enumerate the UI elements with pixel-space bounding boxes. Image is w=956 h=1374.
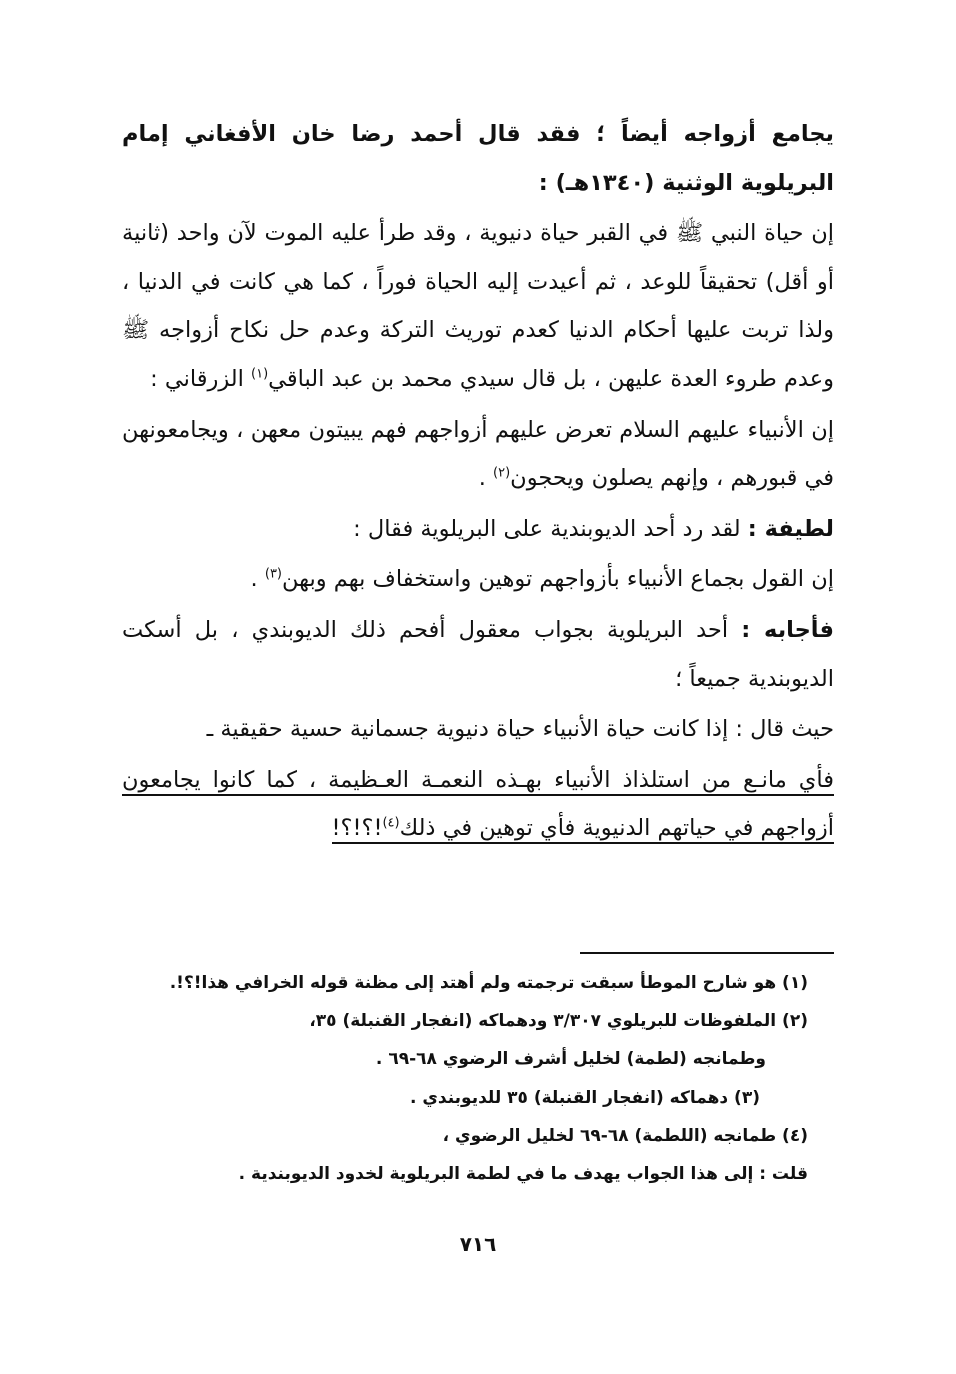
footnote-2: (٢) الملفوظات للبريلوي ٣/٣٠٧ ودهماكه (انفجار القنبلة) ٣٥، [309,1011,808,1032]
paragraph-reply: فأجابه : أحد البريلوية بجواب معقول أفحم ذلك الديوبندي ، بل أسكت الديوبندية جميعاً ؛ [122,616,834,692]
footnote-separator [580,952,834,954]
page-number: ٧١٦ [459,1232,497,1256]
footnotes [118,964,808,1193]
paragraph-quote-barelvi: إن حياة النبي ﷺ في القبر حياة دنيوية ، وقد طرأ عليه الموت لآن واحد (ثانية أو أقل) تحقيقاً للوعد ، ثم أعيدت إليه الحياة فوراً ، كما هي كانت في الدنيا ، ولذا تربت عليها أحكام الدنيا كعدم توريث التركة وعدم حل نكاح أزواجه ﷺ وعدم طروء العدة عليهن ، بل قال سيدي محمد بن عبد الباقي$^{(١)}$ الزرقاني : [122,220,834,392]
paragraph-latifa: لطيفة : لقد رد أحد الديوبندية على البريلوية فقال : [353,515,834,542]
footnote-ref-4: (٤) [382,815,400,831]
main-text [122,110,834,855]
footnote-1: (١) هو شارح الموطأ سبقت ترجمته ولم أهتد إلى مظنة قوله الخرافي هذا!؟!. [169,973,808,993]
footnote-2-continuation: وطمانجه (لطمة) لخليل أشرف الرضوي ٦٨-٦٩ . [375,1049,766,1070]
paragraph-intro: يجامع أزواجه أيضاً ؛ فقد قال أحمد رضا خان الأفغاني إمام البريلوية الوثنية (١٣٤٠هـ) : [122,121,834,196]
footnote-ref-3: (٣) [264,566,282,582]
paragraph-conclusion [122,756,834,853]
footnote-ref-2: (٢) [493,465,511,481]
paragraph-deobandi-quote: إن القول بجماع الأنبياء بأزواجهم توهين واستخفاف بهم وبهن$^{(٣)}$ . [250,566,834,593]
paragraph-quote-zurqani: إن الأنبياء عليهم السلام تعرض عليهم أزواجهم فهم يبيتون معهن ، ويجامعونهن في قبورهم ، وإنهم يصلون ويحجون$^{(٢)}$ . [122,416,834,492]
paragraph-where-he-said: حيث قال : إذا كانت حياة الأنبياء حياة دنيوية جسمانية حسية حقيقية ـ [206,716,834,743]
footnote-4: (٤) طمانجه (اللطمة) ٦٨-٦٩ لخليل الرضوي ، [442,1125,808,1146]
conclusion-text: فأي مانـع من استلذاذ الأنبياء بهـذه النعمـة العـظيمة ، كما كانوا يجامعون أزواجهم في حياتهم الدنيوية فأي توهين في ذلك$^{(٤)}$!؟!؟! [122,767,834,845]
footnote-note: قلت : إلى هذا الجواب يهدف ما في لطمة البريلوية لخدود الديوبندية . [238,1164,808,1185]
footnote-ref-1: (١) [251,366,269,382]
latifa-label: لطيفة : [747,515,834,542]
reply-label: فأجابه : [741,616,834,643]
footnote-3: (٣) دهماكه (انفجار القنبلة) ٣٥ للديوبندي . [409,1087,760,1108]
